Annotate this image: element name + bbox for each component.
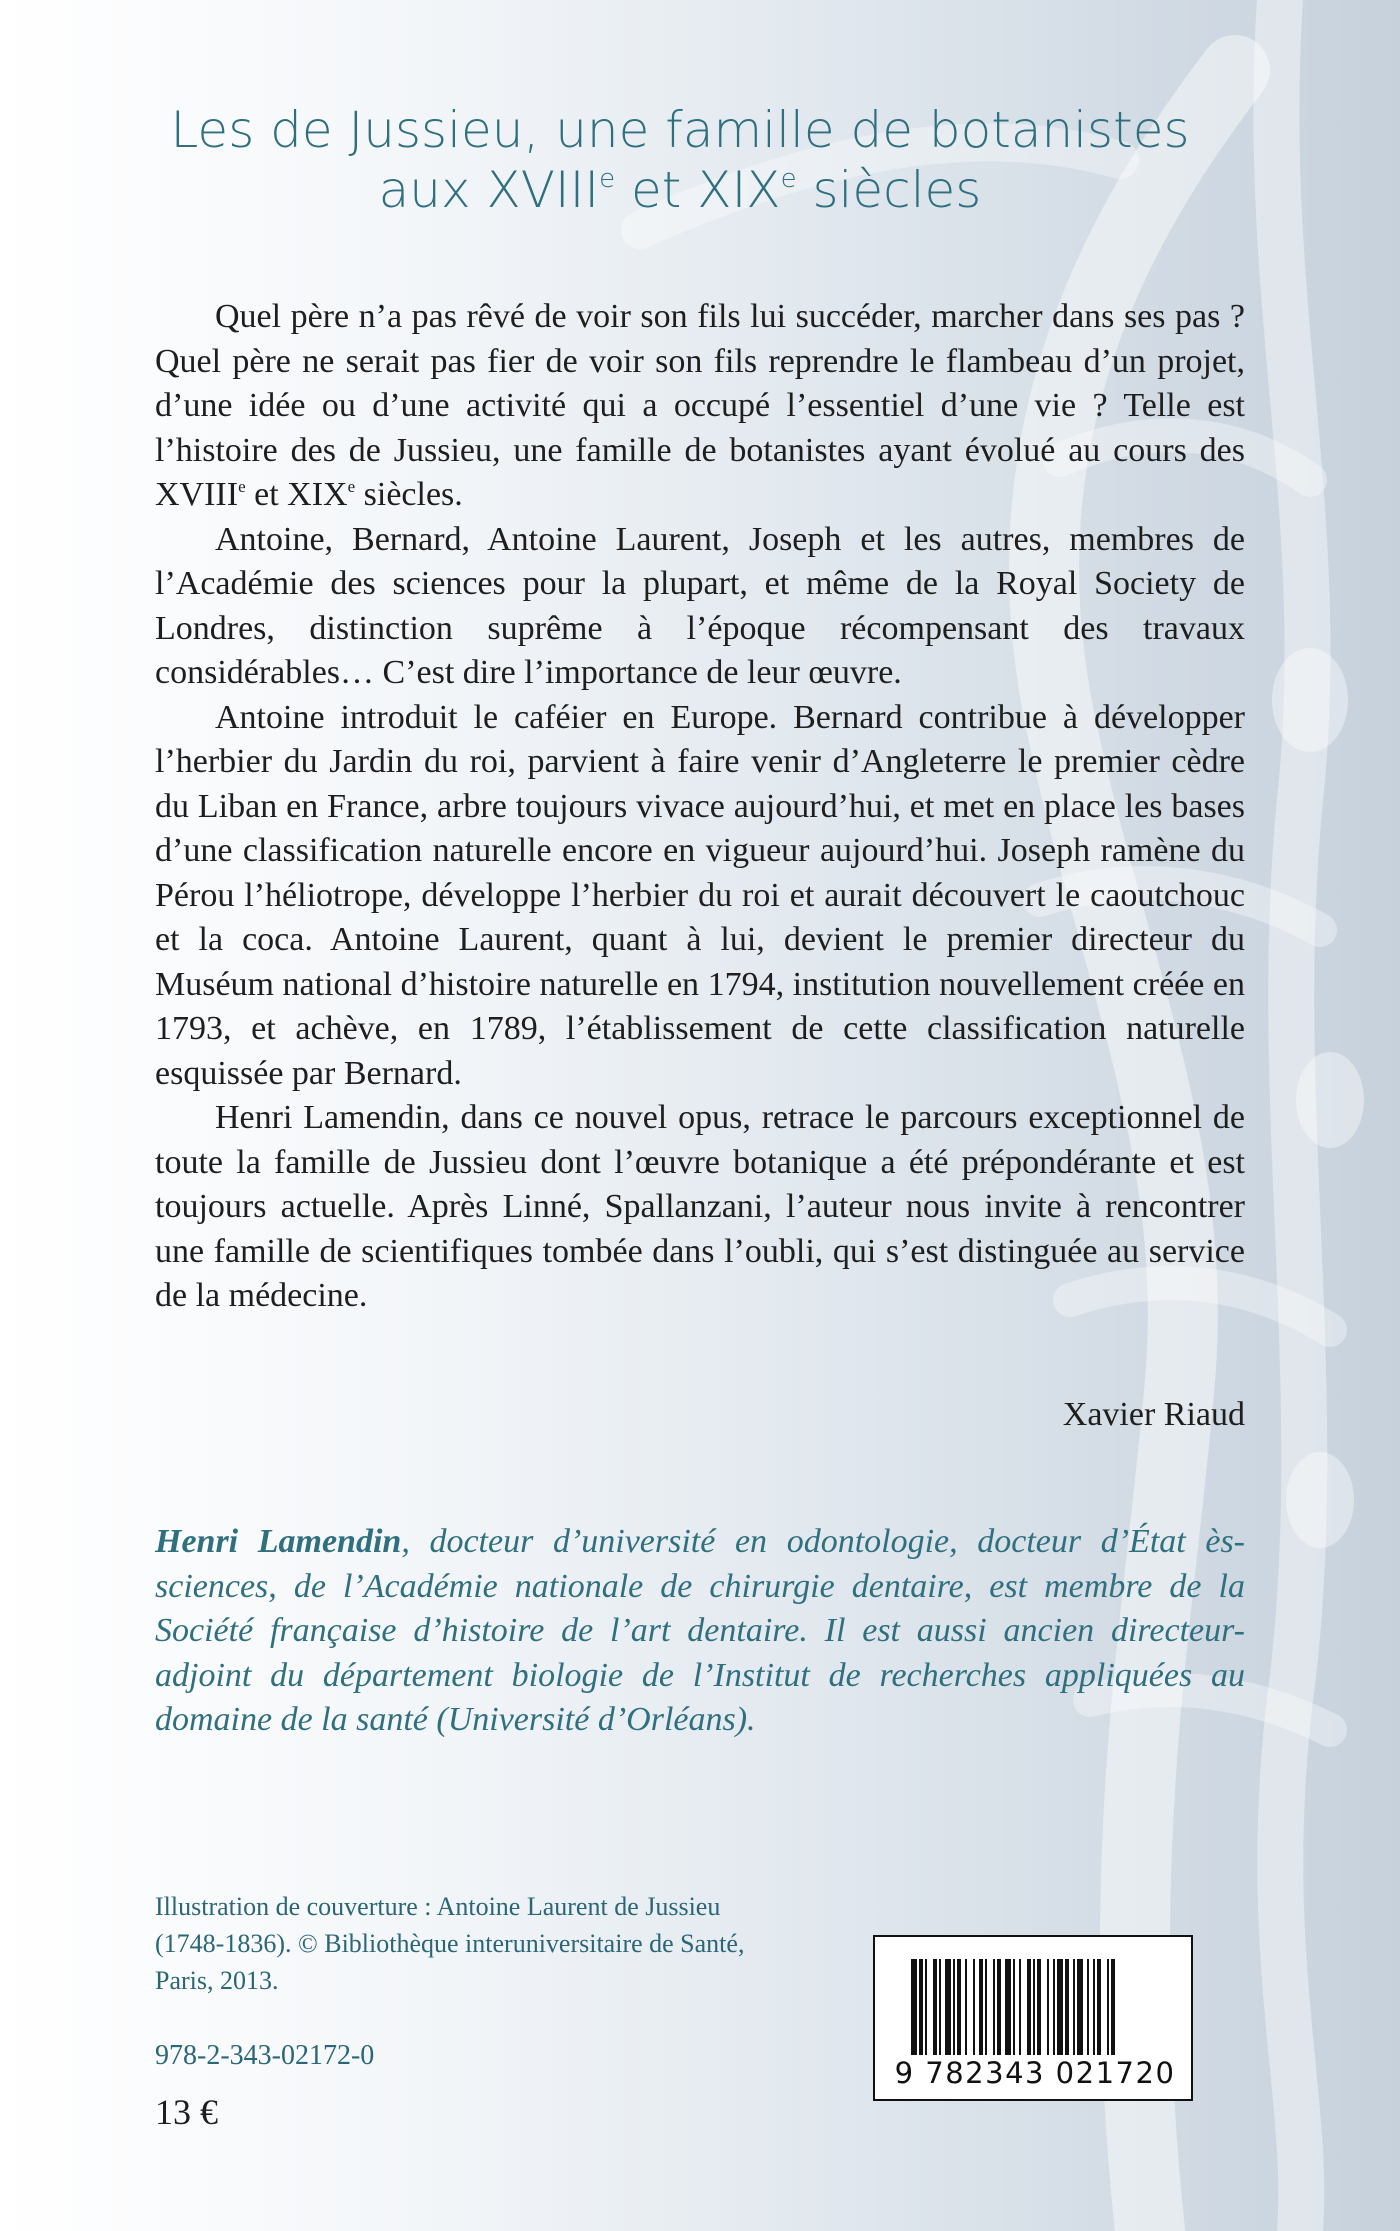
- barcode-bar: [953, 1959, 955, 2055]
- book-title-line-2: [130, 160, 1230, 220]
- barcode-bar: [933, 1959, 937, 2055]
- barcode-bar: [1033, 1959, 1035, 2055]
- author-name: Henri Lamendin: [155, 1523, 402, 1560]
- barcode-bar: [1013, 1959, 1015, 2055]
- isbn: 978-2-343-02172-0: [155, 2040, 375, 2071]
- barcode-bar: [997, 1959, 1001, 2055]
- barcode-bar: [1093, 1959, 1095, 2055]
- barcode-bar: [1027, 1959, 1031, 2055]
- blurb-paragraph-1: [155, 295, 1245, 518]
- superscript: e: [347, 477, 356, 496]
- barcode-bar: [1077, 1959, 1083, 2055]
- blurb-paragraph-2: Antoine, Bernard, Antoine Laurent, Joseph et les autres, membres de l’Académie des sciences pour la plupart, et même de la Royal Society de Londres, distinction suprême à l’époque récompensant des travaux considérables… C’est dire l’importance de leur œuvre.: [155, 520, 1245, 691]
- author-bio-text: , docteur d’université en odontologie, docteur d’État ès-sciences, de l’Académie nationale de chirurgie dentaire, est membre de la Société française d’histoire de l’art dentaire. Il est aussi ancien directeur-adjoint du département biologie de l’Institut de recherches appliquées au domaine de la santé (Université d’Orléans).: [155, 1523, 1245, 1738]
- barcode-bar: [919, 1959, 923, 2055]
- superscript: e: [238, 477, 246, 496]
- barcode-bar: [1087, 1959, 1089, 2055]
- barcode-bar: [1065, 1959, 1069, 2055]
- title-superscript: e: [780, 164, 797, 194]
- barcode-bar: [1047, 1959, 1049, 2055]
- barcode-bar: [979, 1959, 983, 2055]
- cover-credit-line: Illustration de couverture : Antoine Laurent de Jussieu: [155, 1892, 721, 1921]
- barcode-bar: [1053, 1959, 1055, 2055]
- barcode-bar: [925, 1959, 927, 2055]
- barcode-bar: [945, 1959, 951, 2055]
- cover-credit: [155, 1888, 805, 1999]
- barcode-bars: [911, 1959, 1159, 2055]
- barcode-bar: [939, 1959, 941, 2055]
- barcode-bar: [993, 1959, 995, 2055]
- title-superscript: e: [599, 164, 616, 194]
- barcode-bar: [1111, 1959, 1115, 2055]
- barcode-bar: [1019, 1959, 1021, 2055]
- barcode-bar: [973, 1959, 975, 2055]
- blurb-signature: Xavier Riaud: [1062, 1396, 1245, 1433]
- barcode-bar: [957, 1959, 961, 2055]
- blurb: [155, 295, 1245, 1319]
- barcode-bar: [1097, 1959, 1101, 2055]
- blurb-paragraph-3: Antoine introduit le caféier en Europe. Bernard contribue à développer l’herbier du Jardin du roi, parvient à faire venir d’Angleterre le premier cèdre du Liban en France, arbre toujours vivace aujourd’hui, et met en place les bases d’une classification naturelle encore en vigueur aujourd’hui. Joseph ramène du Pérou l’héliotrope, développe l’herbier du roi et aurait découvert le caoutchouc et la coca. Antoine Laurent, quant à lui, devient le premier directeur du Muséum national d’histoire naturelle en 1794, institution nouvellement créée en 1793, et achève, en 1789, l’établissement de cette classification naturelle esquissée par Bernard.: [155, 698, 1245, 1092]
- barcode-bar: [1073, 1959, 1075, 2055]
- price: 13 €: [155, 2092, 218, 2132]
- title-text-segment: et XIX: [615, 161, 781, 219]
- barcode-bar: [965, 1959, 967, 2055]
- barcode-bar: [1107, 1959, 1109, 2055]
- barcode-bar: [985, 1959, 987, 2055]
- blurb-paragraph-4: Henri Lamendin, dans ce nouvel opus, retrace le parcours exceptionnel de toute la famille de Jussieu dont l’œuvre botanique a été prépondérante et est toujours actuelle. Après Linné, Spallanzani, l’auteur nous invite à rencontrer une famille de scientifiques tombée dans l’oubli, qui s’est distinguée au service de la médecine.: [155, 1099, 1245, 1314]
- paragraph-text: et XIX: [245, 476, 348, 513]
- paragraph-text: Quel père n’a pas rêvé de voir son fils lui succéder, marcher dans ses pas ? Quel père ne serait pas fier de voir son fils reprendre le flambeau d’un projet, d’une idée ou d’une activité qui a occupé l’essentiel d’une vie ? Telle est l’histoire des de Jussieu, une famille de botanistes ayant évolué au cours des XVIII: [155, 298, 1245, 513]
- barcode-bar: [911, 1959, 917, 2055]
- barcode-bar: [1037, 1959, 1041, 2055]
- barcode-bar: [1057, 1959, 1063, 2055]
- book-title-line-1: Les de Jussieu, une famille de botanistes: [170, 101, 1190, 159]
- paragraph-text: siècles.: [355, 476, 463, 513]
- barcode: [873, 1935, 1193, 2101]
- barcode-digits: 9 782343 021720: [894, 2056, 1176, 2090]
- author-bio: [155, 1520, 1245, 1743]
- title-text-segment: siècles: [796, 161, 982, 219]
- barcode-bar: [1005, 1959, 1011, 2055]
- cover-credit-line: Paris, 2013.: [155, 1966, 279, 1995]
- cover-credit-line: (1748-1836). © Bibliothèque interuniversitaire de Santé,: [155, 1929, 745, 1958]
- title-text-segment: aux XVIII: [378, 161, 600, 219]
